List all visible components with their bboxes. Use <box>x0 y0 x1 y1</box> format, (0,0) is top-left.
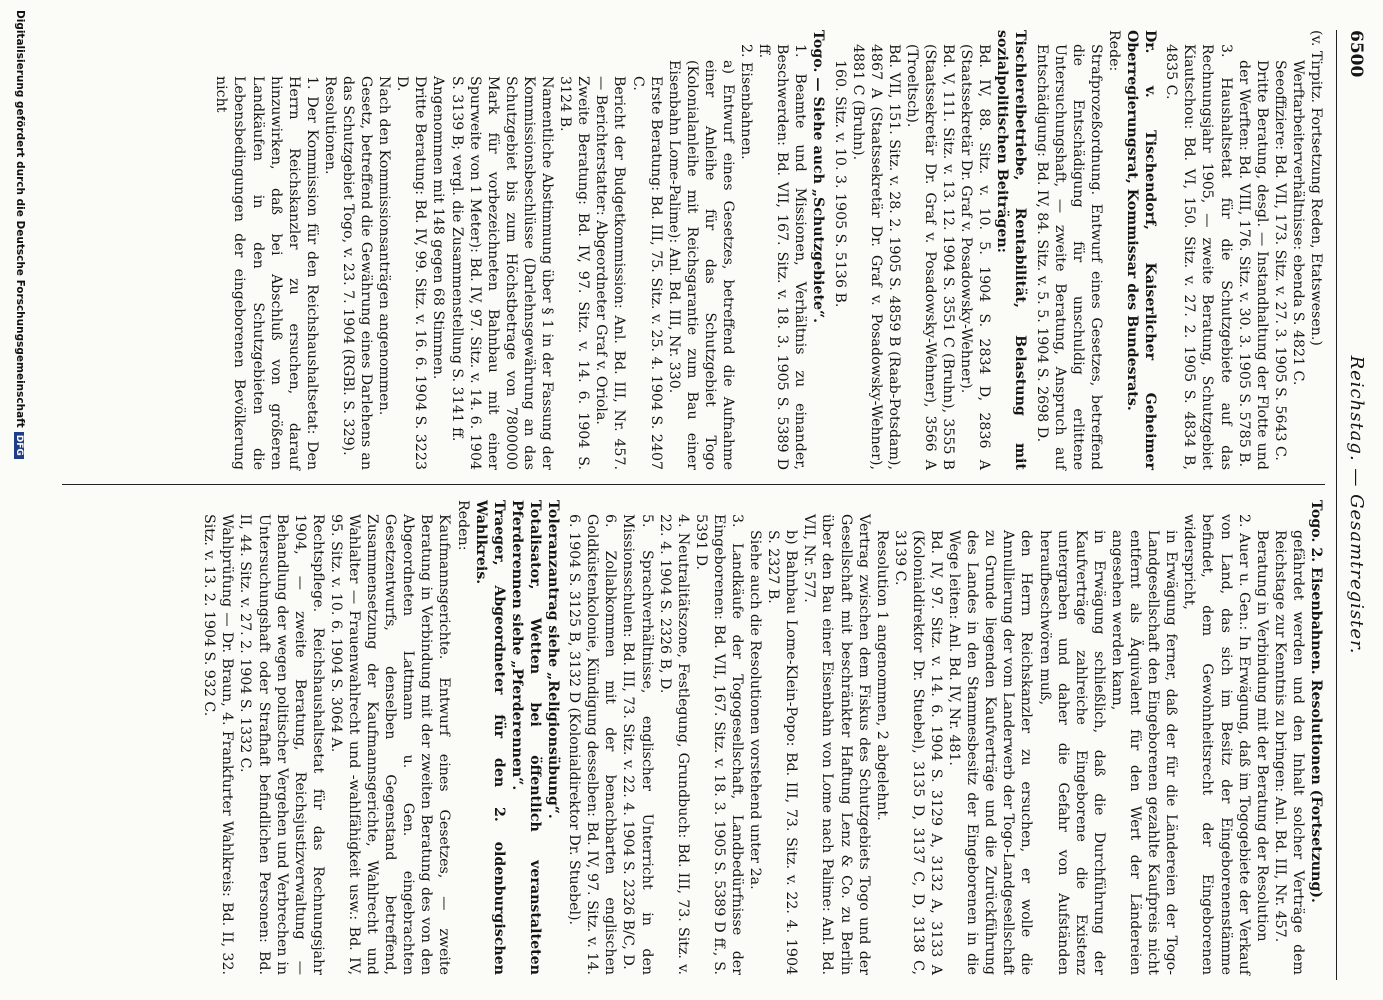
footer-text: Digitalisierung gefördert durch die Deutsche Forschungsgemeinschaft <box>14 10 26 428</box>
entry-text: 4. Neutralitätszone, Festlegung, Grundbuch: Bd. III, 73. Sitz. v. 22. 4. 1904 S. 2326 B, D. <box>656 514 691 975</box>
entry-text: b) Bahnbau Lome-Klein-Popo: Bd. III, 73. Sitz. v. 22. 4. 1904 S. 2327 B. <box>765 530 800 975</box>
entry-text: Bericht der Budgetkommission: Anl. Bd. III, Nr. 457. — Berichterstatter: Abgeordneter Graf v. Oriola. <box>593 76 628 470</box>
entry-text: 160. Sitz. v. 10. 3. 1905 S. 5136 B. <box>831 60 848 308</box>
entry-text: Siehe auch die Resolutionen vorstehend unter 2a. <box>747 530 764 890</box>
entry-text: Nach den Kommissionsanträgen angenommen. <box>376 76 393 416</box>
entry-text: in Erwägung ferner, daß der für die Ländereien der Togo-Landgesellschaft den Eingeborenen gezahlte Kaufpreis nicht entfernt als Äquivalent für den Wert der Ländereien angesehen werden kann, <box>1108 530 1180 975</box>
entry-text: Bd. VII, 151. Sitz. v. 28. 2. 1905 S. 4859 B (Raab-Potsdam), 4867 A (Staatssekretär Dr. Graf v. Posadowsky-Wehner), 4881 C (Bruhn). <box>849 44 902 470</box>
entry-text: 1. Beamte und Missionen, Verhältnis zu einander, Beschwerden: Bd. VII, 167. Sitz. v. 18. 3. 1905 S. 5389 D ff. <box>756 44 809 470</box>
entry-text: Resolution 1 angenommen, 2 abgelehnt. <box>873 530 890 821</box>
entry-text: Gesetz, betreffend die Gewährung eines Darlehens an das Schutzgebiet Togo, v. 23. 7. 1904 (RGBl. S. 329). <box>340 76 375 470</box>
entry-text: Zweite Beratung: Bd. IV, 97. Sitz. v. 14. 6. 1904 S. 3124 B. <box>557 76 592 470</box>
entry-text: Dritte Beratung, desgl. — Instandhaltung der Flotte und der Werften: Bd. VIII, 176. Sitz. v. 30. 3. 1905 S. 5785 B. <box>1235 60 1270 470</box>
entry-text: 5. Sprachverhältnisse, englischer Unterricht in den Missionsschulen: Bd. III, 73. Sitz. v. 22. 4. 1904 S. 2326 B/C, D. <box>620 514 655 975</box>
entry-text: Erste Beratung: Bd. III, 75. Sitz. v. 25. 4. 1904 S. 2407 C. <box>629 76 664 470</box>
entry-heading: Toleranzantrag siehe „Religionsübung“. <box>545 500 562 819</box>
entry-text: Rede: <box>1105 30 1122 72</box>
entry-text: Werftarbeiterverhältnisse: ebenda S. 4821 C. <box>1289 60 1306 386</box>
column-divider <box>62 484 1325 485</box>
entry-text: 3. Landkäufe der Togogesellschaft, Landbedürfnisse der Eingeborenen: Bd. VII, 167. Sitz. v. 18. 3. 1905 S. 5389 D ff., S. 5391 D. <box>692 514 745 975</box>
dfg-logo: DFG <box>14 432 24 459</box>
entry-text: Strafprozeßordnung. Entwurf eines Gesetzes, betreffend die Entschädigung für unschuldig erlittene Untersuchungshaft, — zweite Beratung, Anspruch auf Entschädigung: Bd. IV, 84. Sitz. v. 5. 5. 1904 S. 2698 D. <box>1033 44 1104 470</box>
entry-text: Dritte Beratung: Bd. IV, 99. Sitz. v. 16. 6. 1904 S. 3223 D. <box>394 76 429 470</box>
entry-text: 2. Eisenbahnen. <box>738 44 755 160</box>
right-column <box>60 500 1325 975</box>
page-number: 6500 <box>1346 30 1366 78</box>
entry-text: Wahlprüfung — Dr. Braun, 4. Frankfurter Wahlkreis: Bd. II, 32. Sitz. v. 13. 2. 1904 S. 932 C. <box>201 514 236 975</box>
entry-text: Vertrag zwischen dem Fiskus des Schutzgebiets Togo und der Gesellschaft mit beschränkter Haftung Lenz & Co. zu Berlin über den Bau einer Eisenbahn von Lome nach Palime: Anl. Bd. VII, Nr. 577. <box>801 514 872 975</box>
left-column <box>60 30 1325 470</box>
entry-text: 2. Auer u. Gen.: In Erwägung, daß im Togogebiete der Verkauf von Land, das sich im Besitz der Eingeborenenstämme befindet, dem Gewohnheitsrecht der Eingeborenen widerspricht, <box>1181 514 1252 975</box>
entry-text: Namentliche Abstimmung über § 1 in der Fassung der Kommissionsbeschlüsse (Darlehnsgewährung an das Schutzgebiet bis zum Höchstbetrage von 7800000 Mark für vorbezeichneten Bahnbau mit einer Spurweite von 1 Meter): Bd. IV, 97. Sitz. v. 14. 6. 1904 S. 3139 B; vergl. die Zusammenstellung S. 3141 ff. <box>448 76 556 470</box>
entry-text: 1. Der Kommission für den Reichshaushaltsetat: Den Herrn Reichskanzler zu ersuchen, darauf hinzuwirken, daß bei Abschluß von größeren Landkäufen in den Schutzgebieten die Lebensbedingungen der eingeborenen Bevölkerung nicht <box>213 76 320 470</box>
entry-text: 6. Zollabkommen mit der benachbarten englischen Goldküstenkolonie, Kündigung desselben: Bd. IV, 97. Sitz. v. 14. 6. 1904 S. 3125 B, 3132 D (Kolonialdirektor Dr. Stuebel). <box>566 514 619 975</box>
entry-text: Resolutionen. <box>321 76 338 175</box>
entry-heading: Dr. v. Tischendorf, Kaiserlicher Geheimer Oberregierungsrat, Kommissar des Bundesrats. <box>1124 30 1159 470</box>
entry-heading: Togo. — Siehe auch „Schutzgebiete“. <box>810 30 827 324</box>
entry-text: a) Entwurf eines Gesetzes, betreffend die Aufnahme einer Anleihe für das Schutzgebiet Togo (Kolonialanleihe mit Reichsgarantie zum Bau einer Eisenbahn Lome-Palime): Anl. Bd. III, Nr. 330. <box>665 60 736 470</box>
entry-text: Seeoffiziere: Bd. VII, 173. Sitz. v. 27. 3. 1905 S. 5643 C. <box>1271 60 1288 461</box>
entry-text: Bd. IV, 97. Sitz. v. 14. 6. 1904 S. 3129 A, 3132 A, 3133 A (Kolonialdirektor Dr. Stuebel), 3135 D, 3137 C, D, 3138 C, 3139 C. <box>891 530 945 975</box>
entry-text: Angenommen mit 148 gegen 68 Stimmen. <box>430 76 447 380</box>
page-header <box>1336 30 1371 980</box>
entry-text: Bd. V, 111. Sitz. v. 13. 12. 1904 S. 3551 C (Bruhn), 3555 B (Staatssekretär Dr. Graf v. Posadowsky-Wehner), 3566 A (Troeltsch). <box>903 44 957 470</box>
entry-text: den Herrn Reichskanzler zu ersuchen, er wolle die Annullierung der vom Landerwerb der Togo-Landgesellschaft zu Grunde liegenden Kaufverträge und die Zurückführung des Landes in den Stammesbesitz der Eingeborenen in die Wege leiten: Anl. Bd. IV, Nr. 481. <box>946 530 1035 975</box>
entry-text: (v. Tirpitz. Fortsetzung Reden, Etatswesen.) <box>1308 30 1324 346</box>
digitization-footer <box>8 0 26 1000</box>
entry-heading: Togo. 2. Eisenbahnen. Resolutionen (Fortsetzung). <box>1308 500 1324 903</box>
entry-heading: Tischlereibetriebe, Rentabilität, Belastung mit sozialpolitischen Beiträgen: <box>994 30 1029 470</box>
entry-text: Kaufmannsgerichte. Entwurf eines Gesetzes, — zweite Beratung in Verbindung mit der zweiten Beratung des von den Abgeordneten Lattmann u. Gen. eingebrachten Gesetzentwurfs, denselben Gegenstand betreffend, Zusammensetzung der Kaufmannsgerichte, Wahlrecht und Wahlalter — Frauenwahlrecht und -wahlfähigkeit usw.: Bd. IV, 95. Sitz. v. 10. 6. 1904 S. 3064 A. <box>327 514 453 975</box>
entry-text: in Erwägung schließlich, daß die Durchführung der Kaufverträge zahlreiche Eingeborene die Existenz untergraben und daher die Gefahr von Aufständen heraufbeschwören muß, <box>1036 530 1107 975</box>
running-head: Reichstag. — Gesamtregister. <box>1346 355 1367 655</box>
entry-text: gefährdet werden und den Inhalt solcher Verträge dem Reichstage zur Kenntnis zu bringen: Anl. Bd. III, Nr. 457. <box>1271 530 1306 975</box>
entry-heading: Traeger, Abgeordneter für den 2. oldenburgischen Wahlkreis. <box>472 500 507 975</box>
entry-text: Bd. IV, 88. Sitz. v. 10. 5. 1904 S. 2834 D, 2836 A (Staatssekretär Dr. Graf v. Posadowsky-Wehner). <box>958 44 993 470</box>
entry-heading: Totalisator, Wetten bei öffentlich veranstalteten Pferderennen siehe „Pferderennen“. <box>508 500 543 975</box>
entry-text: 3. Haushaltsetat für die Schutzgebiete auf das Rechnungsjahr 1905, — zweite Beratung, Schutzgebiet Kiautschou: Bd. VI, 150. Sitz. v. 27. 2. 1905 S. 4834 B, 4835 C. <box>1163 44 1234 470</box>
entry-text: Beratung in Verbindung mit der Beratung der Resolution <box>1253 530 1270 942</box>
entry-text: Rechtspflege. Reichshaushaltsetat für das Rechnungsjahr 1904, — zweite Beratung, Reichsjustizverwaltung — Behandlung der wegen politischer Vergehen und Verbrechen in Untersuchungshaft oder Strafhaft befindlichen Personen: Bd. II, 44. Sitz. v. 27. 2. 1904 S. 1332 C. <box>237 514 326 975</box>
entry-text: Reden: <box>454 500 471 551</box>
